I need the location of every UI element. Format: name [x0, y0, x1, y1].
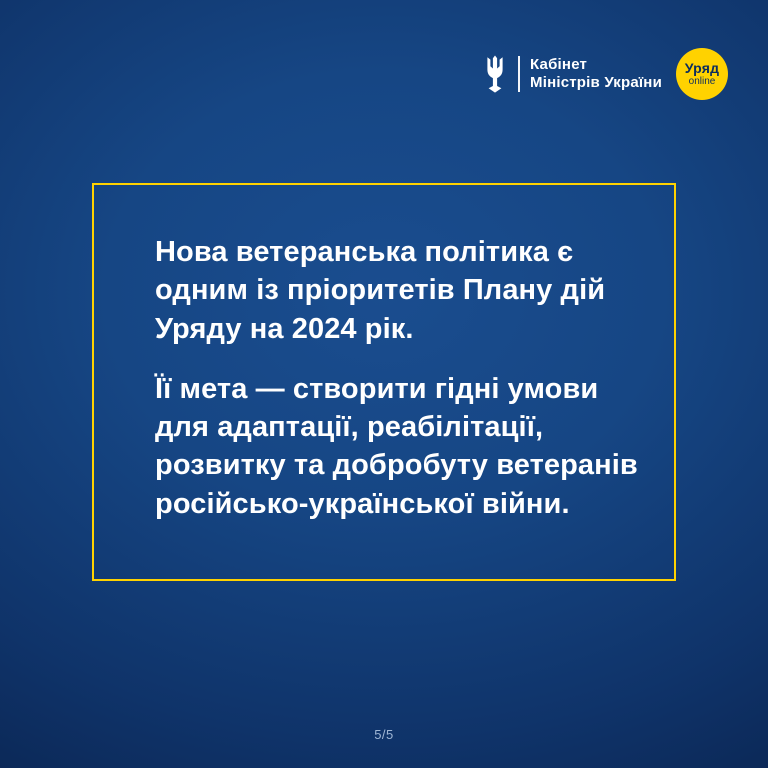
logo-line-2: Міністрів України: [530, 74, 662, 91]
body-text: [155, 233, 655, 523]
badge-line-1: Уряд: [684, 60, 720, 76]
paragraph-2: Її мета — створити гідні умови для адаптації, реабілітації, розвитку та добробуту ветеранів російсько-української війни.: [155, 372, 638, 520]
badge-line-2: online: [688, 76, 716, 87]
logo-text: [530, 56, 662, 93]
logo-divider: [518, 56, 520, 92]
paragraph-1: Нова ветеранська політика є одним із пріоритетів Плану дій Уряду на 2024 рік.: [155, 236, 606, 345]
cabinet-of-ministers-logo: [482, 55, 662, 93]
header: [482, 48, 728, 100]
tryzub-icon: [482, 55, 508, 93]
uriad-online-badge: [676, 48, 728, 100]
page-counter: 5/5: [374, 727, 394, 742]
logo-line-1: Кабінет: [530, 55, 588, 73]
